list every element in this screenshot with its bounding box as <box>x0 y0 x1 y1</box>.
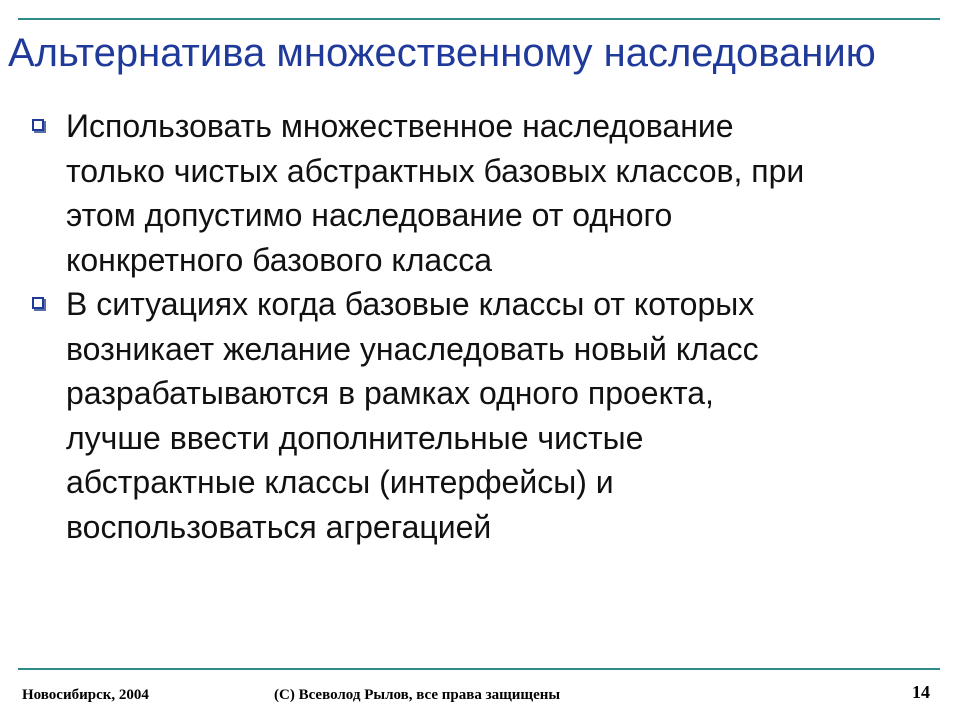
square-bullet-icon <box>32 297 44 309</box>
bullet-line: только чистых абстрактных базовых классов, при <box>66 152 805 189</box>
bullet-item <box>28 282 940 549</box>
footer-copyright: (С) Всеволод Рылов, все права защищены <box>274 687 561 703</box>
slide-title: Альтернатива множественному наследованию <box>8 31 876 75</box>
bullet-line: конкретного базового класса <box>66 241 492 278</box>
top-divider <box>18 18 940 20</box>
bullet-line: Использовать множественное наследование <box>66 108 734 144</box>
bullet-line: разрабатываются в рамках одного проекта, <box>66 375 714 411</box>
bullet-line: воспользоваться агрегацией <box>66 508 492 545</box>
bullet-item <box>28 104 940 282</box>
bullet-line: абстрактные классы (интерфейсы) и <box>66 464 614 500</box>
footer-location: Новосибирск, 2004 <box>22 687 149 703</box>
bullet-line: этом допустимо наследование от одного <box>66 197 673 233</box>
bottom-divider <box>18 668 940 670</box>
page-number: 14 <box>912 682 930 702</box>
bullet-list <box>28 104 940 549</box>
bullet-line: лучше ввести дополнительные чистые <box>66 419 644 456</box>
bullet-line: В ситуациях когда базовые классы от которых <box>66 286 755 322</box>
bullet-line: возникает желание унаследовать новый класс <box>66 330 759 367</box>
square-bullet-icon <box>32 119 44 131</box>
